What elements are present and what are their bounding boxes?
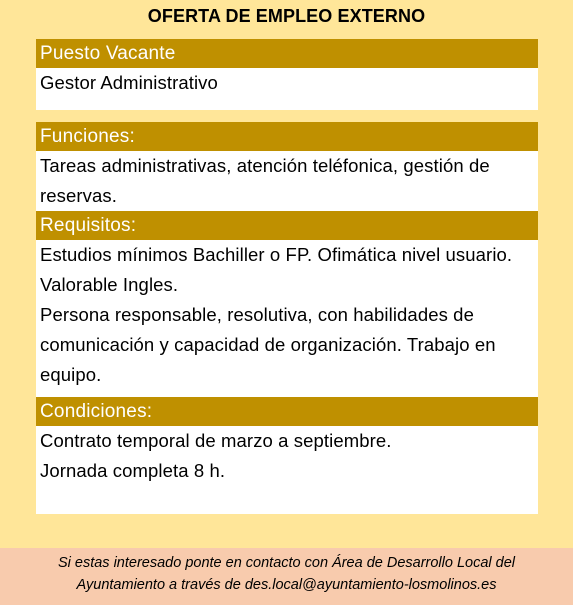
requisitos-line: equipo. bbox=[40, 364, 102, 385]
section-header-requisitos: Requisitos: bbox=[36, 211, 538, 240]
funciones-line: reservas. bbox=[40, 185, 117, 206]
requisitos-line: Persona responsable, resolutiva, con habilidades de bbox=[40, 304, 474, 325]
section-body-puesto bbox=[36, 68, 538, 110]
footer-line: Si estas interesado ponte en contacto con Área de Desarrollo Local del bbox=[57, 555, 516, 571]
contact-footer bbox=[0, 548, 573, 605]
requisitos-line: Valorable Ingles. bbox=[40, 274, 179, 295]
section-body-funciones bbox=[36, 151, 538, 211]
condiciones-line: Contrato temporal de marzo a septiembre. bbox=[40, 430, 392, 451]
puesto-text: Gestor Administrativo bbox=[40, 72, 218, 93]
requisitos-line: Estudios mínimos Bachiller o FP. Ofimática nivel usuario. bbox=[40, 244, 513, 265]
section-gap bbox=[36, 110, 538, 122]
section-body-condiciones bbox=[36, 426, 538, 514]
section-header-condiciones: Condiciones: bbox=[36, 397, 538, 426]
funciones-line: Tareas administrativas, atención teléfonica, gestión de bbox=[40, 155, 490, 176]
condiciones-line: Jornada completa 8 h. bbox=[40, 460, 226, 481]
section-body-requisitos bbox=[36, 240, 538, 397]
section-header-funciones: Funciones: bbox=[36, 122, 538, 151]
section-header-puesto: Puesto Vacante bbox=[36, 39, 538, 68]
offer-card bbox=[36, 39, 538, 514]
page-title: OFERTA DE EMPLEO EXTERNO bbox=[147, 6, 426, 26]
footer-contact-line: Ayuntamiento a través de des.local@ayuntamiento-losmolinos.es bbox=[76, 577, 497, 593]
requisitos-line: comunicación y capacidad de organización. Trabajo en bbox=[40, 334, 496, 355]
